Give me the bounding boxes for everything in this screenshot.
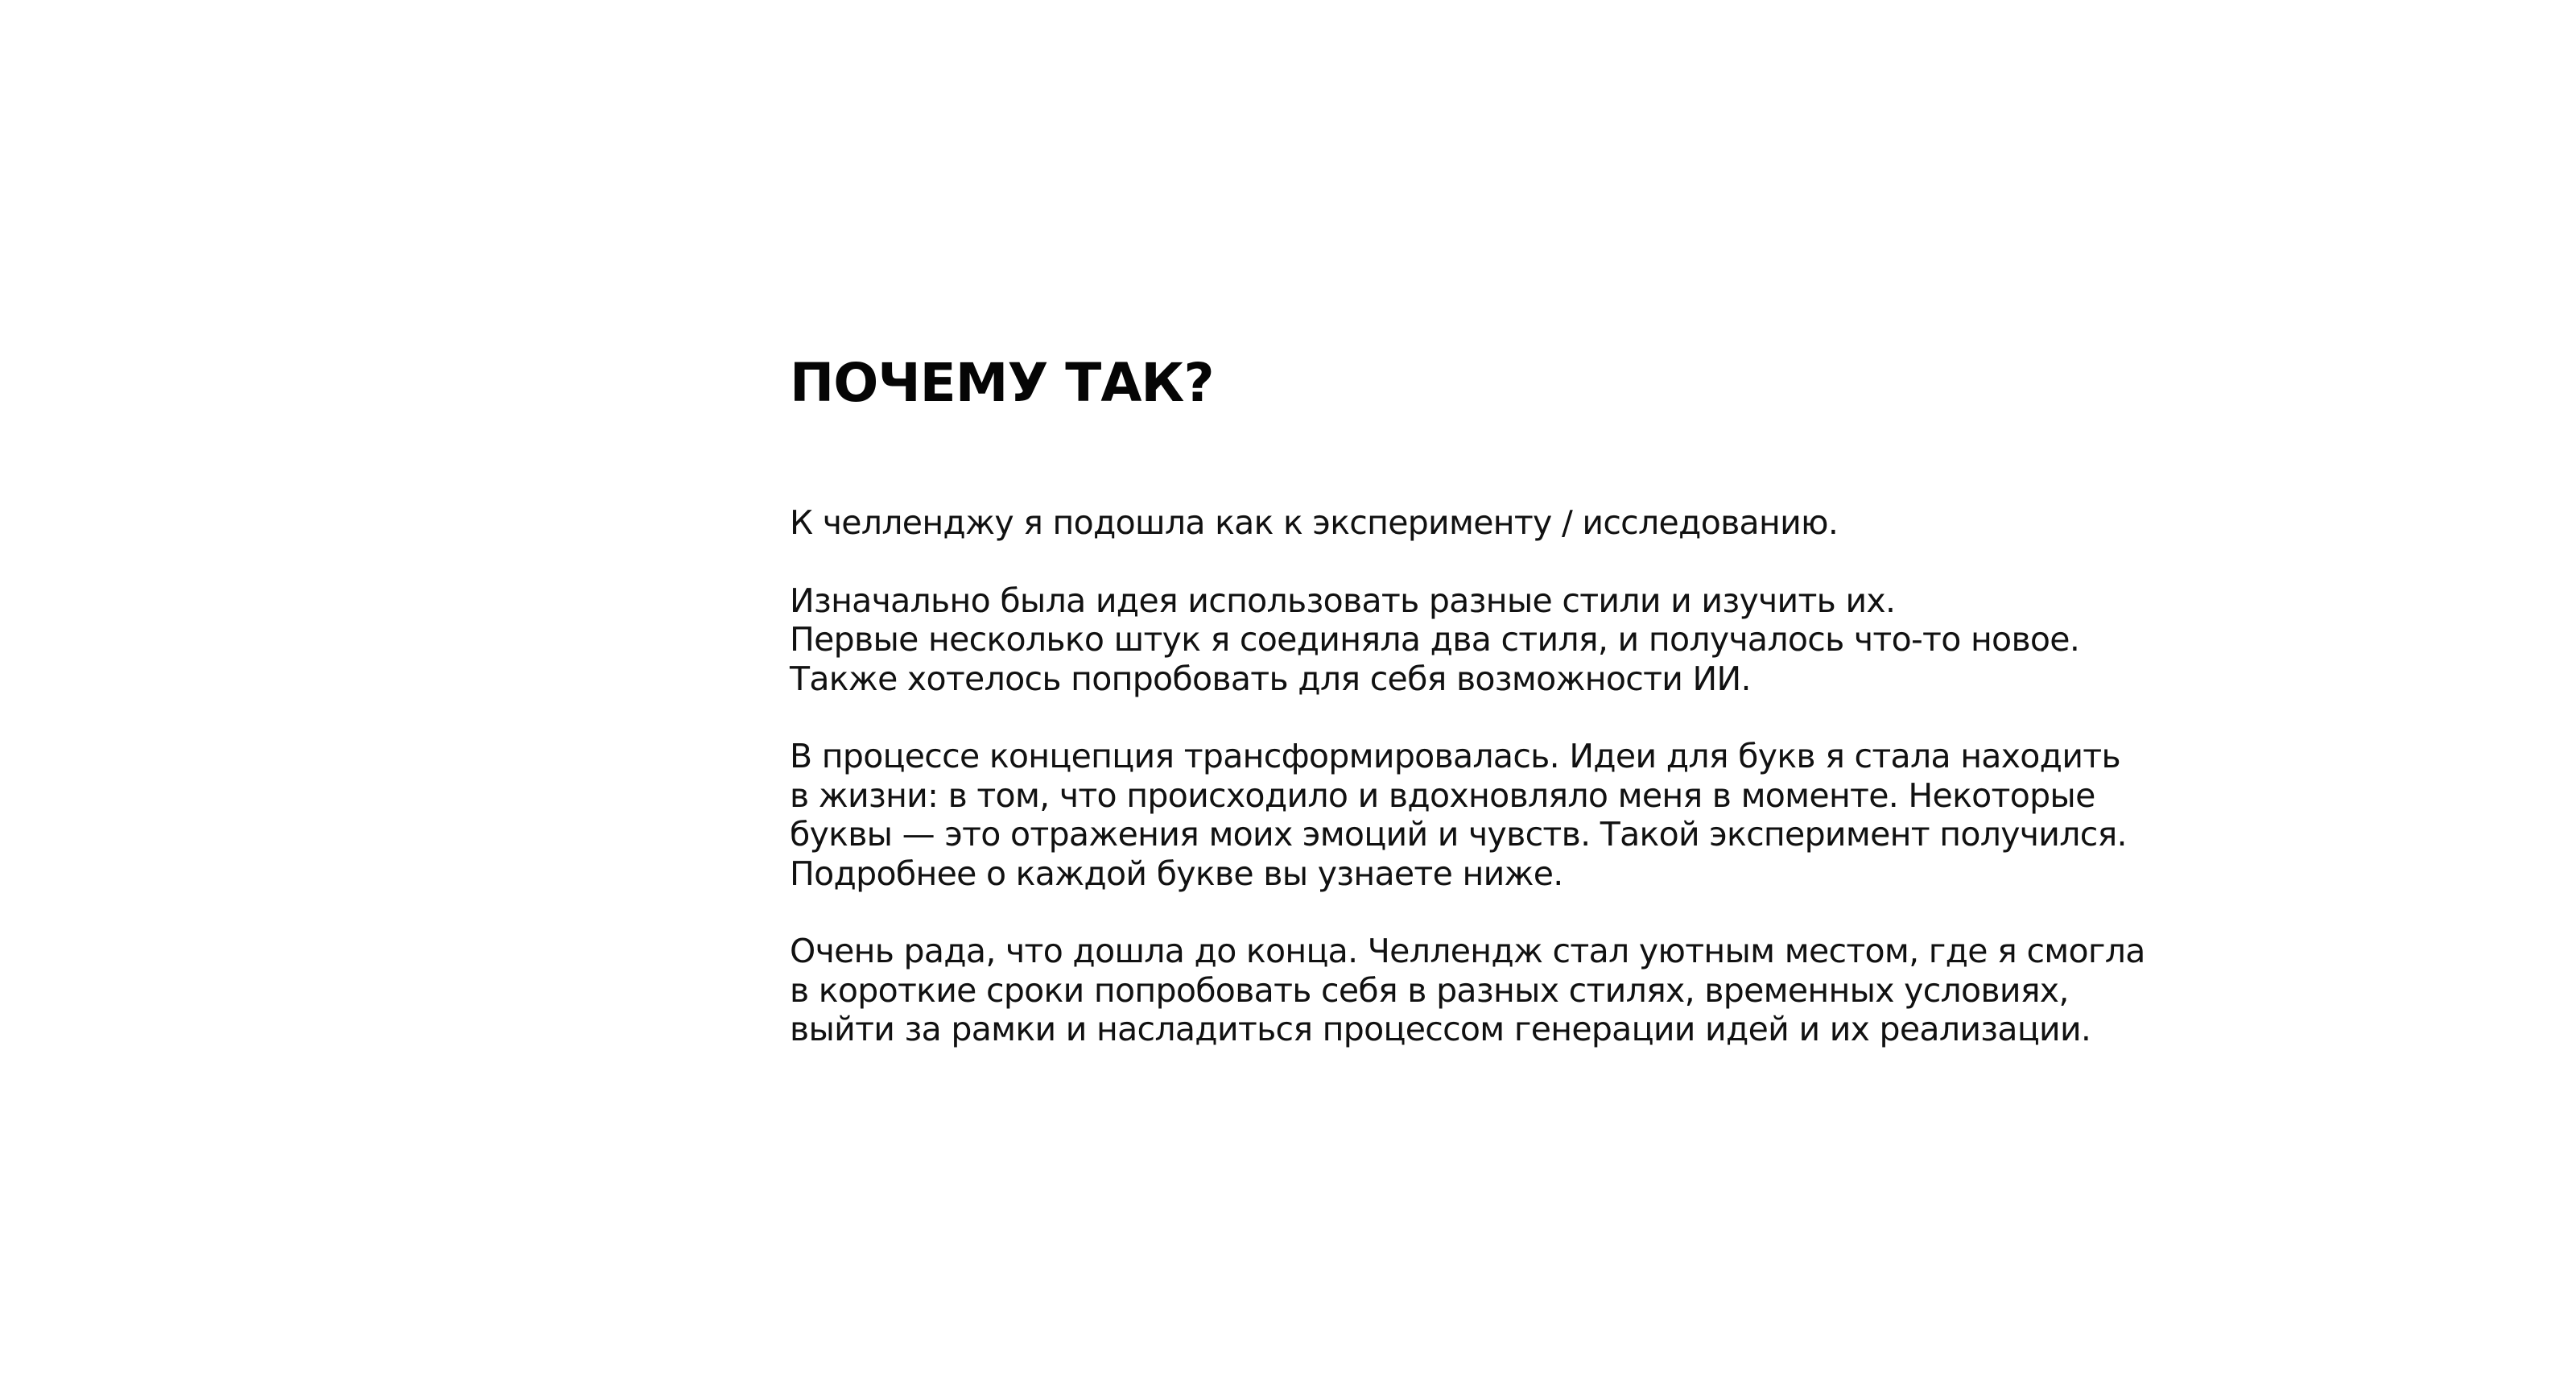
paragraph-initial-idea [790, 581, 2158, 699]
article-content [790, 346, 2158, 1049]
text-line: Также хотелось попробовать для себя возможности ИИ. [790, 659, 1751, 698]
text-line: в жизни: в том, что происходило и вдохновляло меня в моменте. Некоторые [790, 775, 2095, 815]
page-title: ПОЧЕМУ ТАК? [790, 352, 1214, 414]
text-line: буквы — это отражения моих эмоций и чувств. Такой эксперимент получился. [790, 815, 2127, 854]
text-line: Изначально была идея использовать разные стили и изучить их. [790, 581, 1896, 620]
text-line: в короткие сроки попробовать себя в разных стилях, временных условиях, [790, 970, 2069, 1010]
paragraph-intro [790, 503, 2158, 543]
paragraph-conclusion [790, 932, 2158, 1049]
text-line: К челленджу я подошла как к эксперименту / исследованию. [790, 503, 1839, 542]
text-line: В процессе концепция трансформировалась. Идеи для букв я стала находить [790, 737, 2120, 775]
article-body [790, 503, 2158, 1049]
text-line: Очень рада, что дошла до конца. Челлендж стал уютным местом, где я смогла [790, 932, 2145, 970]
paragraph-concept-transformation [790, 737, 2158, 893]
text-line: выйти за рамки и насладиться процессом генерации идей и их реализации. [790, 1010, 2091, 1048]
text-line: Подробнее о каждой букве вы узнаете ниже. [790, 854, 1563, 893]
text-line: Первые несколько штук я соединяла два стиля, и получалось что-то новое. [790, 620, 2080, 659]
